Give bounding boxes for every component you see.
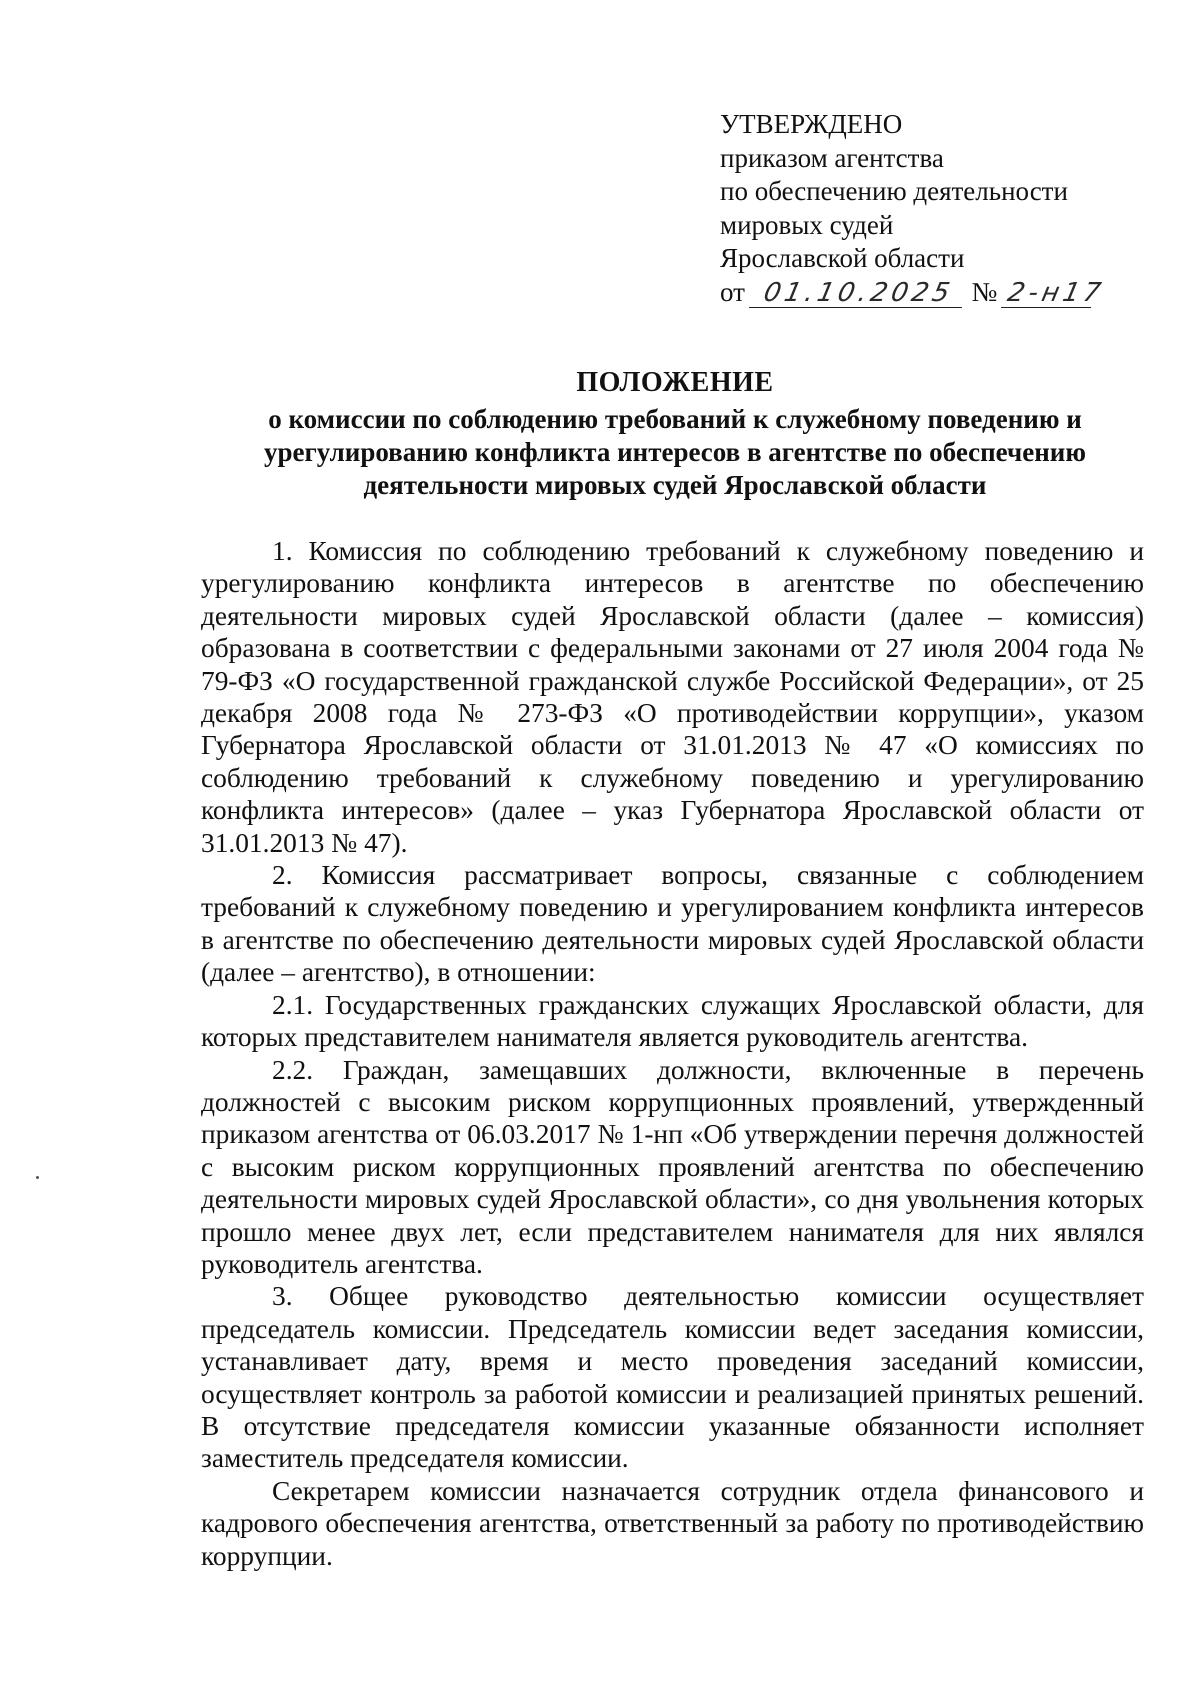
paragraph-3: 3. Общее руководство деятельностью комиссии осуществляет председатель комиссии. Председатель комиссии ведет заседания комиссии, устанавливает дату, время и место проведения заседаний комиссии, осуществляет контроль за работой комиссии и реализацией принятых решений. В отсутствие председателя комиссии указанные обязанности исполняет заместитель председателя комиссии. — [201, 1281, 1144, 1474]
scan-speck — [36, 1176, 39, 1179]
approval-line: приказом агентства — [720, 142, 944, 173]
approval-line: Ярославской области — [720, 243, 965, 273]
number-label: № — [971, 276, 998, 307]
approval-line: по обеспечению деятельности — [720, 176, 1068, 206]
document-title: ПОЛОЖЕНИЕ — [576, 367, 774, 398]
document-subtitle: о комиссии по соблюдению требований к служебному поведению и урегулированию конфликта интересов в агентстве по обеспечению деятельности мировых судей Ярославской области — [264, 404, 1086, 500]
approval-stamp-block — [720, 108, 1140, 309]
document-body — [201, 535, 1144, 1572]
paragraph-2: 2. Комиссия рассматривает вопросы, связанные с соблюдением требований к служебному поведению и урегулированием конфликта интересов в агентстве по обеспечению деятельности мировых судей Ярославской области (далее – агентство), в отношении: — [201, 860, 1144, 988]
paragraph-2-1: 2.1. Государственных гражданских служащих Ярославской области, для которых представителем нанимателя является руководитель агентства. — [201, 989, 1144, 1053]
document-title-block — [190, 365, 1160, 502]
handwritten-number: 2-н17 — [1001, 279, 1097, 308]
paragraph-2-2: 2.2. Граждан, замещавших должности, включенные в перечень должностей с высоким риском коррупционных проявлений, утвержденный приказом агентства от 06.03.2017 № 1-нп «Об утверждении перечня должностей с высоким риском коррупционных проявлений агентства по обеспечению деятельности мировых судей Ярославской области», со дня увольнения которых прошло менее двух лет, если представителем нанимателя для них являлся руководитель агентства. — [201, 1054, 1144, 1279]
approval-line: мировых судей — [720, 209, 894, 240]
approval-date-number-line — [720, 276, 1140, 310]
handwritten-date: 01.10.2025 — [749, 279, 968, 308]
approval-heading: УТВЕРЖДЕНО — [720, 109, 903, 139]
paragraph-1: 1. Комиссия по соблюдению требований к служебному поведению и урегулированию конфликта интересов в агентстве по обеспечению деятельности мировых судей Ярославской области (далее – комиссия) образована в соответствии с федеральными законами от 27 июля 2004 года № 79-ФЗ «О государственной гражданской службе Российской Федерации», от 25 декабря 2008 года № 273-ФЗ «О противодействии коррупции», указом Губернатора Ярославской области от 31.01.2013 № 47 «О комиссиях по соблюдению требований к служебному поведению и урегулированию конфликта интересов» (далее – указ Губернатора Ярославской области от 31.01.2013 № 47). — [201, 536, 1144, 858]
paragraph-secretary: Секретарем комиссии назначается сотрудник отдела финансового и кадрового обеспечения агентства, ответственный за работу по противодействию коррупции. — [201, 1475, 1144, 1571]
date-label: от — [720, 276, 745, 307]
